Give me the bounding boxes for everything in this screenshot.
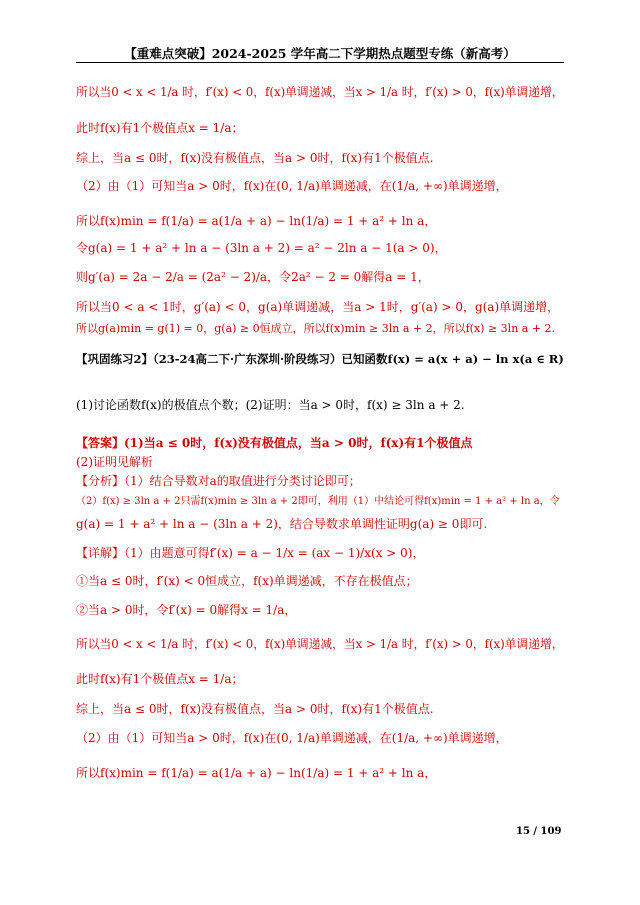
analysis-line: g(a) = 1 + a² + ln a − (3ln a + 2)，结合导数求单调性证明g(a) ≥ 0即可. — [76, 517, 488, 531]
page-header: 【重难点突破】2024-2025 学年高二下学期热点题型专练（新高考） — [124, 46, 516, 61]
text-line: 所以f(x)min = f(1/a) = a(1/a + a) − ln(1/a) = 1 + a² + ln a， — [76, 214, 437, 228]
detail-line: 所以f(x)min = f(1/a) = a(1/a + a) − ln(1/a) = 1 + a² + ln a， — [76, 766, 437, 780]
page-number: 15 / 109 — [516, 826, 562, 837]
header-rule — [76, 62, 564, 63]
detail-line: ②当a > 0时，令f′(x) = 0解得x = 1/a， — [76, 603, 297, 617]
detail-line: 【详解】（1）由题意可得f′(x) = a − 1/x = (ax − 1)/x(x > 0)， — [76, 546, 425, 560]
text-line: （2）由（1）可知当a > 0时，f(x)在(0, 1/a)单调递减，在(1/a, +∞)单调递增， — [76, 179, 508, 193]
text-line: 则g′(a) = 2a − 2/a = (2a² − 2)/a，令2a² − 2 = 0解得a = 1， — [76, 270, 430, 284]
text-line: 所以g(a)min = g(1) = 0，g(a) ≥ 0恒成立，所以f(x)min ≥ 3ln a + 2，所以f(x) ≥ 3ln a + 2. — [76, 322, 556, 335]
exercise-question: (1)讨论函数f(x)的极值点个数；(2)证明：当a > 0时，f(x) ≥ 3ln a + 2. — [76, 398, 465, 412]
detail-line: 此时f(x)有1个极值点x = 1/a； — [76, 672, 244, 686]
exercise-heading: 【巩固练习2】（23-24高二下·广东深圳·阶段练习）已知函数f(x) = a(x + a) − ln x(a ∈ R) — [76, 352, 564, 366]
analysis-line: 【分析】（1）结合导数对a的取值进行分类讨论即可； — [76, 474, 361, 488]
answer-line: 【答案】(1)当a ≤ 0时，f(x)没有极值点，当a > 0时，f(x)有1个极值点 — [76, 436, 473, 450]
detail-line: 所以当0 < x < 1/a 时，f′(x) < 0，f(x)单调递减，当x > 1/a 时，f′(x) > 0，f(x)单调递增， — [76, 637, 564, 651]
answer-line: (2)证明见解析 — [76, 455, 153, 469]
text-line: 所以当0 < x < 1/a 时，f′(x) < 0，f(x)单调递减，当x > 1/a 时，f′(x) > 0，f(x)单调递增， — [76, 85, 564, 99]
detail-line: ①当a ≤ 0时，f′(x) < 0恒成立，f(x)单调递减，不存在极值点； — [76, 574, 418, 588]
analysis-line: （2）f(x) ≥ 3ln a + 2只需f(x)min ≥ 3ln a + 2即可，利用（1）中结论可得f(x)min = 1 + a² + ln a，令 — [76, 496, 560, 507]
text-line: 此时f(x)有1个极值点x = 1/a； — [76, 121, 244, 135]
detail-line: 综上，当a ≤ 0时，f(x)没有极值点，当a > 0时，f(x)有1个极值点. — [76, 702, 434, 716]
text-line: 所以当0 < a < 1时，g′(a) < 0，g(a)单调递减，当a > 1时，g′(a) > 0，g(a)单调递增， — [76, 300, 560, 314]
detail-line: （2）由（1）可知当a > 0时，f(x)在(0, 1/a)单调递减，在(1/a, +∞)单调递增， — [76, 731, 508, 745]
text-line: 令g(a) = 1 + a² + ln a − (3ln a + 2) = a² − 2ln a − 1(a > 0)， — [76, 241, 447, 255]
text-line: 综上，当a ≤ 0时，f(x)没有极值点，当a > 0时，f(x)有1个极值点. — [76, 151, 434, 165]
